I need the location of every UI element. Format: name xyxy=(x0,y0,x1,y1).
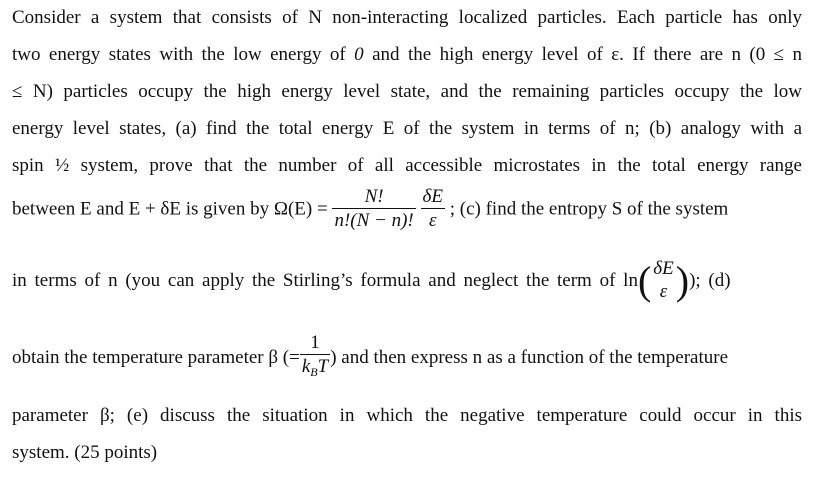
line-7-a: in terms of n (you can apply the Stirling’s formula and neglect the term of ln xyxy=(12,270,638,291)
line-9: parameter β; (e) discuss the situation in which the negative temperature could occur in this xyxy=(12,405,802,426)
line-8 xyxy=(12,332,802,384)
ln-fraction xyxy=(651,258,675,304)
ln-denominator: ε xyxy=(659,281,668,302)
line-2 xyxy=(12,43,802,67)
zero-energy: 0 xyxy=(354,44,364,65)
line-7-b: ); (d) xyxy=(689,270,731,291)
line-2-c: and the high energy level of ε. If there are n (0 ≤ n xyxy=(363,44,803,65)
omega-denominator: n!(N − n)! xyxy=(334,210,414,231)
delta-e-numerator: δE xyxy=(422,186,443,207)
line-1: Consider a system that consists of N non-interacting localized particles. Each particle has only xyxy=(12,7,802,28)
beta-numerator: 1 xyxy=(310,332,320,353)
line-3: ≤ N) particles occupy the high energy level state, and the remaining particles occupy the low xyxy=(12,81,802,102)
right-paren: ) xyxy=(675,258,690,303)
delta-e-fraction xyxy=(421,186,445,233)
left-paren: ( xyxy=(637,258,652,303)
line-10: system. (25 points) xyxy=(12,442,158,463)
line-6-a: between E and E + δE is given by Ω(E) = xyxy=(12,198,328,220)
beta-denominator: $k_BT$ xyxy=(300,354,330,384)
delta-e-denominator: ε xyxy=(421,208,445,233)
line-8-b: ) and then express n as a function of the temperature xyxy=(330,347,728,368)
line-2-a: two energy states with the low energy of xyxy=(12,44,355,65)
line-5: spin ½ system, prove that the number of all accessible microstates in the total energy range xyxy=(12,155,802,176)
line-6 xyxy=(12,186,802,238)
omega-numerator: N! xyxy=(364,186,384,207)
line-4: energy level states, (a) find the total energy E of the system in terms of n; (b) analogy with a xyxy=(12,118,802,139)
omega-fraction xyxy=(332,186,415,233)
line-8-a: obtain the temperature parameter β (= xyxy=(12,347,300,368)
line-6-b: ; (c) find the entropy S of the system xyxy=(449,198,729,220)
line-7 xyxy=(12,258,802,310)
ln-numerator: δE xyxy=(653,258,674,279)
beta-fraction xyxy=(300,332,330,384)
